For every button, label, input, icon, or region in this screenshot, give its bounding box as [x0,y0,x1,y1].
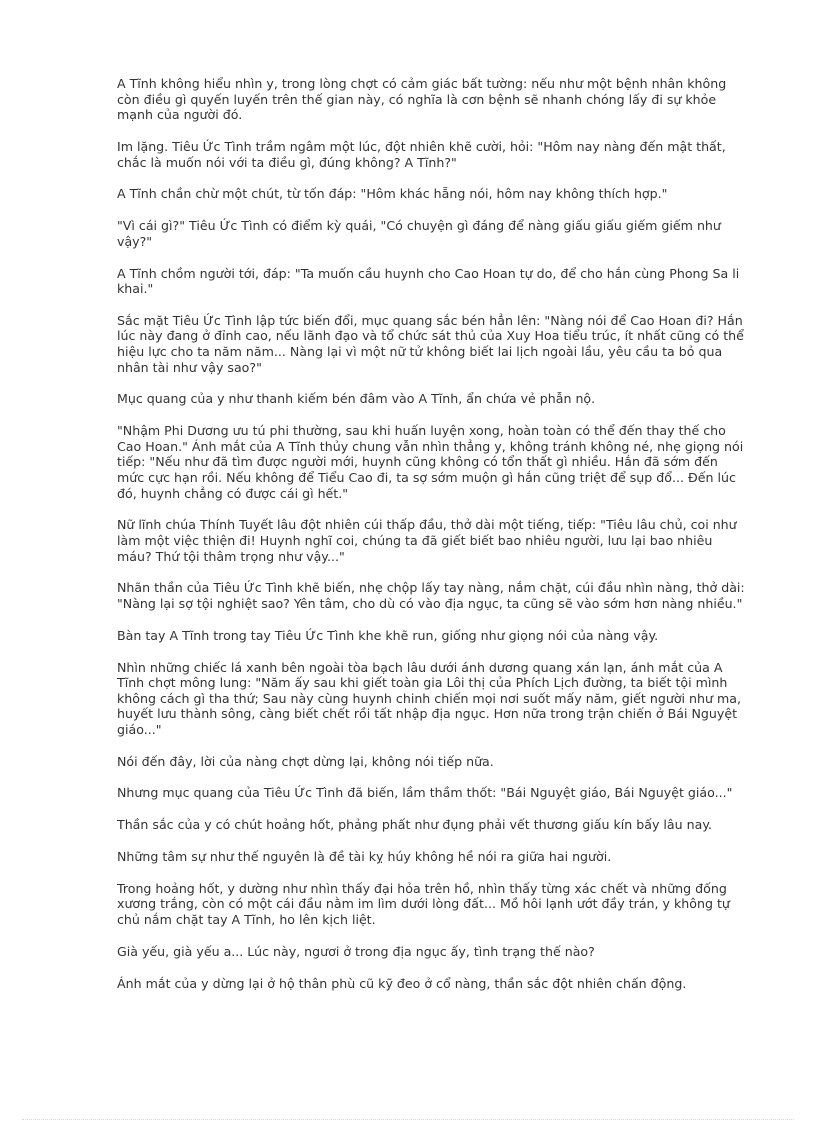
paragraph-14: Nhưng mục quang của Tiêu Ức Tình đã biến, lầm thầm thốt: "Bái Nguyệt giáo, Bái Nguyệt giáo..." [117,785,733,801]
paragraph-5: A Tĩnh chồm người tới, đáp: "Ta muốn cầu huynh cho Cao Hoan tự do, để cho hắn cùng Phong Sa li khai." [117,265,740,297]
paragraph-9: Nữ lĩnh chúa Thính Tuyết lâu đột nhiên cúi thấp đầu, thở dài một tiếng, tiếp: "Tiêu lâu chủ, coi như làm một việc thiện đi! Huynh nghĩ coi, chúng ta đã giết biết bao nhiêu người, lưu lại bao nhiêu máu? Thứ tội thâm trọng như vậy..." [117,517,737,564]
paragraph-7: Mục quang của y như thanh kiếm bén đâm vào A Tĩnh, ẩn chứa vẻ phẫn nộ. [117,391,596,407]
paragraph-17: Trong hoảng hốt, y dường như nhìn thấy đại hỏa trên hồ, nhìn thấy từng xác chết và những đống xương trắng, còn có một cái đầu nằm im lìm dưới lòng đất... Mồ hôi lạnh ướt đầy trán, y không tự chủ nắm chặt tay A Tĩnh, ho lên kịch liệt. [117,880,730,927]
footer-divider [22,1119,794,1120]
paragraph-3: A Tĩnh chần chừ một chút, từ tốn đáp: "Hôm khác hẵng nói, hôm nay không thích hợp." [117,186,668,202]
paragraph-4: "Vì cái gì?" Tiêu Ức Tình có điểm kỳ quái, "Có chuyện gì đáng để nàng giấu giấu giếm giếm như vậy?" [117,218,721,249]
paragraph-11: Bàn tay A Tĩnh trong tay Tiêu Ức Tình khe khẽ run, giống như giọng nói của nàng vậy. [117,627,659,643]
paragraph-6: Sắc mặt Tiêu Ức Tình lập tức biến đổi, mục quang sắc bén hẳn lên: "Nàng nói để Cao Hoan đi? Hắn lúc này đang ở đỉnh cao, nếu lãnh đạo và tổ chức sát thủ của Xuy Hoa tiểu trúc, ít nhất cũng có thể hiệu lực cho ta năm năm... Nàng lại vì một nữ tử không biết lai lịch ngoài lầu, yêu cầu ta bỏ qua nhân tài như vậy sao?" [117,312,744,375]
paragraph-12: Nhìn những chiếc lá xanh bên ngoài tòa bạch lâu dưới ánh dương quang xán lạn, ánh mắt của A Tĩnh chợt mông lung: "Năm ấy sau khi giết toàn gia Lôi thị của Phích Lịch đường, ta biết tội mình không cách gì tha thứ; Sau này cùng huynh chinh chiến mọi nơi suốt mấy năm, giết người như ma, huyết lưu thành sông, càng biết chết rồi tất nhập địa ngục. Hơn nữa trong trận chiến ở Bái Nguyệt giáo..." [117,659,741,737]
paragraph-10: Nhãn thần của Tiêu Ức Tình khẽ biến, nhẹ chộp lấy tay nàng, nắm chặt, cúi đầu nhìn nàng, thở dài: "Nàng lại sợ tội nghiệt sao? Yên tâm, cho dù có vào địa ngục, ta cũng sẽ vào sớm hơn nàng nhiều." [117,580,745,611]
paragraph-13: Nói đến đây, lời của nàng chợt dừng lại, không nói tiếp nữa. [117,753,494,769]
paragraph-18: Già yếu, già yếu a... Lúc này, ngươi ở trong địa ngục ấy, tình trạng thế nào? [117,943,595,959]
paragraph-16: Những tâm sự như thế nguyên là đề tài kỵ húy không hề nói ra giữa hai người. [117,849,612,864]
paragraph-15: Thần sắc của y có chút hoảng hốt, phảng phất như đụng phải vết thương giấu kín bấy lâu nay. [117,817,712,833]
document-body [117,76,747,991]
paragraph-8: "Nhậm Phi Dương ưu tú phi thường, sau khi huấn luyện xong, hoàn toàn có thể đến thay thế cho Cao Hoan." Ánh mắt của A Tĩnh thủy chung vẫn nhìn thẳng y, không tránh không né, nhẹ giọng nói tiếp: "Nếu như đã tìm được người mới, huynh cũng không có tổn thất gì nhiều. Hắn đã sớm đến mức cực hạn rồi. Nếu không để Tiểu Cao đi, ta sợ sớm muộn gì hắn cũng triệt để sụp đổ... Đến lúc đó, huynh chẳng có được cái gì hết." [117,423,744,501]
paragraph-1: A Tĩnh không hiểu nhìn y, trong lòng chợt có cảm giác bất tường: nếu như một bệnh nhân không còn điều gì quyến luyến trên thế gian này, có nghĩa là cơn bệnh sẽ nhanh chóng lấy đi sự khỏe mạnh của người đó. [117,76,727,123]
paragraph-2: Im lặng. Tiêu Ức Tình trầm ngâm một lúc, đột nhiên khẽ cười, hỏi: "Hôm nay nàng đến mật thất, chắc là muốn nói với ta điều gì, đúng không? A Tĩnh?" [117,138,726,170]
paragraph-19: Ánh mắt của y dừng lại ở hộ thân phù cũ kỹ đeo ở cổ nàng, thần sắc đột nhiên chấn động. [117,975,687,991]
